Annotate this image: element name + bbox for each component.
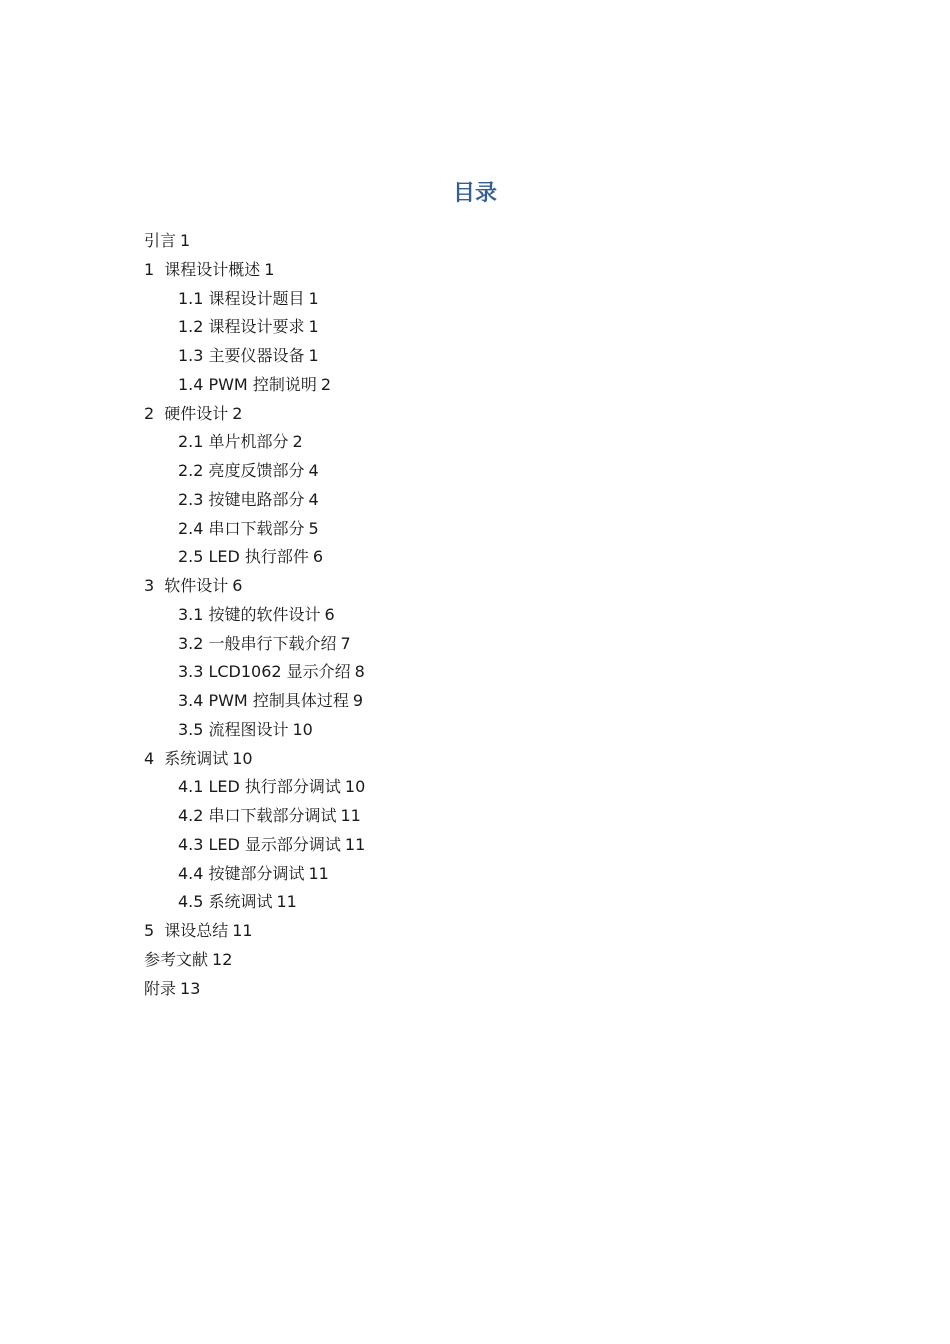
toc-entry-number: 4.1: [178, 777, 204, 797]
toc-entry-number: 3.1: [178, 604, 204, 624]
toc-entry[interactable]: [144, 486, 365, 515]
toc-entry-text: LED 执行部件: [208, 547, 309, 567]
toc-entry-text: LCD1062 显示介绍: [208, 662, 351, 682]
toc-entry-page-number: 11: [308, 863, 329, 883]
toc-entry[interactable]: [144, 687, 365, 716]
toc-entry-page-number: 11: [232, 921, 253, 940]
toc-entry-number: 3: [144, 576, 155, 595]
toc-entry[interactable]: [144, 802, 365, 831]
toc-entry-text: 课程设计题目: [208, 288, 305, 308]
toc-entry[interactable]: [144, 428, 365, 457]
toc-entry-text: 系统调试: [208, 892, 273, 912]
toc-entry[interactable]: [144, 543, 365, 572]
toc-entry-text: LED 执行部分调试: [208, 777, 341, 797]
toc-entry-number: 2.4: [178, 518, 204, 538]
toc-entry[interactable]: [144, 860, 365, 889]
toc-entry-page-number: 2: [232, 403, 243, 423]
toc-entry-text: 引言: [144, 231, 177, 250]
toc-entry-text: 附录: [144, 978, 177, 998]
toc-entry-number: 1.3: [178, 346, 204, 365]
toc-entry-number: 1: [144, 259, 155, 279]
toc-entry[interactable]: [144, 831, 365, 860]
toc-entry-text: 软件设计: [164, 576, 229, 595]
toc-entry-number: 3.4: [178, 691, 204, 710]
toc-entry-page-number: 6: [324, 604, 335, 624]
toc-entry-page-number: 10: [344, 777, 366, 797]
toc-entry[interactable]: [144, 946, 365, 975]
toc-entry-page-number: 1: [308, 288, 319, 308]
toc-entry-text: 硬件设计: [164, 403, 229, 423]
toc-entry-page-number: 2: [320, 374, 332, 394]
toc-entry-text: 亮度反馈部分: [208, 461, 305, 480]
toc-entry-page-number: 10: [292, 719, 313, 739]
toc-entry-page-number: 1: [180, 231, 191, 250]
toc-entry[interactable]: [144, 256, 365, 285]
toc-entry-text: 按键部分调试: [208, 863, 305, 883]
toc-list: [144, 227, 365, 1003]
toc-entry[interactable]: [144, 658, 365, 687]
toc-entry-number: 3.3: [178, 662, 204, 682]
toc-entry-page-number: 1: [308, 317, 319, 337]
toc-entry[interactable]: [144, 457, 365, 486]
toc-entry-page-number: 1: [308, 346, 319, 365]
toc-entry-text: 系统调试: [164, 748, 229, 768]
toc-entry-number: 4.3: [178, 834, 204, 854]
toc-entry-text: 课程设计要求: [208, 317, 305, 337]
toc-entry-number: 2: [144, 403, 155, 423]
toc-entry-number: 1.4: [178, 374, 204, 394]
toc-entry-page-number: 13: [180, 978, 201, 998]
toc-entry-page-number: 9: [352, 691, 364, 710]
toc-entry[interactable]: [144, 515, 365, 544]
toc-entry-text: 流程图设计: [208, 719, 289, 739]
toc-entry-number: 1.2: [178, 317, 204, 337]
toc-entry-page-number: 4: [308, 489, 319, 509]
toc-entry-text: 按键的软件设计: [208, 604, 321, 624]
toc-entry-number: 2.1: [178, 432, 204, 452]
toc-entry[interactable]: [144, 630, 365, 659]
toc-entry[interactable]: [144, 917, 365, 946]
toc-entry-text: 一般串行下载介绍: [208, 633, 337, 653]
toc-entry-page-number: 2: [292, 432, 303, 452]
toc-entry-number: 4: [144, 748, 155, 768]
toc-entry-page-number: 10: [232, 748, 253, 768]
toc-entry-page-number: 6: [312, 547, 324, 567]
toc-entry[interactable]: [144, 400, 365, 429]
toc-entry-text: 课设总结: [164, 921, 229, 940]
toc-entry[interactable]: [144, 227, 365, 256]
toc-entry-page-number: 8: [354, 662, 365, 682]
toc-entry-page-number: 7: [340, 633, 351, 653]
toc-entry-text: 课程设计概述: [164, 259, 261, 279]
toc-entry-number: 2.5: [178, 547, 204, 567]
toc-entry-page-number: 5: [308, 518, 319, 538]
toc-entry[interactable]: [144, 285, 365, 314]
toc-entry[interactable]: [144, 888, 365, 917]
toc-entry-text: LED 显示部分调试: [208, 834, 341, 854]
toc-entry[interactable]: [144, 975, 365, 1004]
toc-entry[interactable]: [144, 601, 365, 630]
toc-entry-number: 1.1: [178, 288, 204, 308]
toc-entry-number: 4.2: [178, 806, 204, 825]
toc-entry-number: 3.2: [178, 633, 204, 653]
toc-entry-text: PWM 控制具体过程: [208, 691, 349, 710]
toc-entry[interactable]: [144, 716, 365, 745]
toc-entry[interactable]: [144, 572, 365, 601]
toc-entry-number: 3.5: [178, 719, 204, 739]
toc-entry[interactable]: [144, 745, 365, 774]
toc-entry-page-number: 11: [340, 806, 361, 825]
toc-entry-page-number: 11: [344, 834, 366, 854]
toc-entry[interactable]: [144, 773, 365, 802]
toc-entry[interactable]: [144, 371, 365, 400]
toc-entry-text: 单片机部分: [208, 432, 289, 452]
toc-entry-number: 5: [144, 921, 155, 940]
toc-entry[interactable]: [144, 342, 365, 371]
toc-entry-number: 2.3: [178, 489, 204, 509]
toc-entry-text: 串口下载部分: [208, 518, 305, 538]
toc-entry[interactable]: [144, 313, 365, 342]
toc-title: 目录: [452, 181, 497, 206]
toc-entry-page-number: 12: [212, 949, 233, 969]
toc-entry-text: PWM 控制说明: [208, 374, 317, 394]
toc-entry-number: 2.2: [178, 461, 204, 480]
toc-entry-page-number: 11: [276, 892, 297, 912]
toc-entry-number: 4.5: [178, 892, 204, 912]
toc-entry-text: 按键电路部分: [208, 489, 305, 509]
toc-entry-page-number: 1: [264, 259, 275, 279]
toc-entry-text: 主要仪器设备: [208, 346, 305, 365]
toc-entry-text: 串口下载部分调试: [208, 806, 337, 825]
toc-entry-number: 4.4: [178, 863, 204, 883]
toc-entry-text: 参考文献: [144, 949, 209, 969]
toc-entry-page-number: 6: [232, 576, 243, 595]
toc-entry-page-number: 4: [308, 461, 319, 480]
